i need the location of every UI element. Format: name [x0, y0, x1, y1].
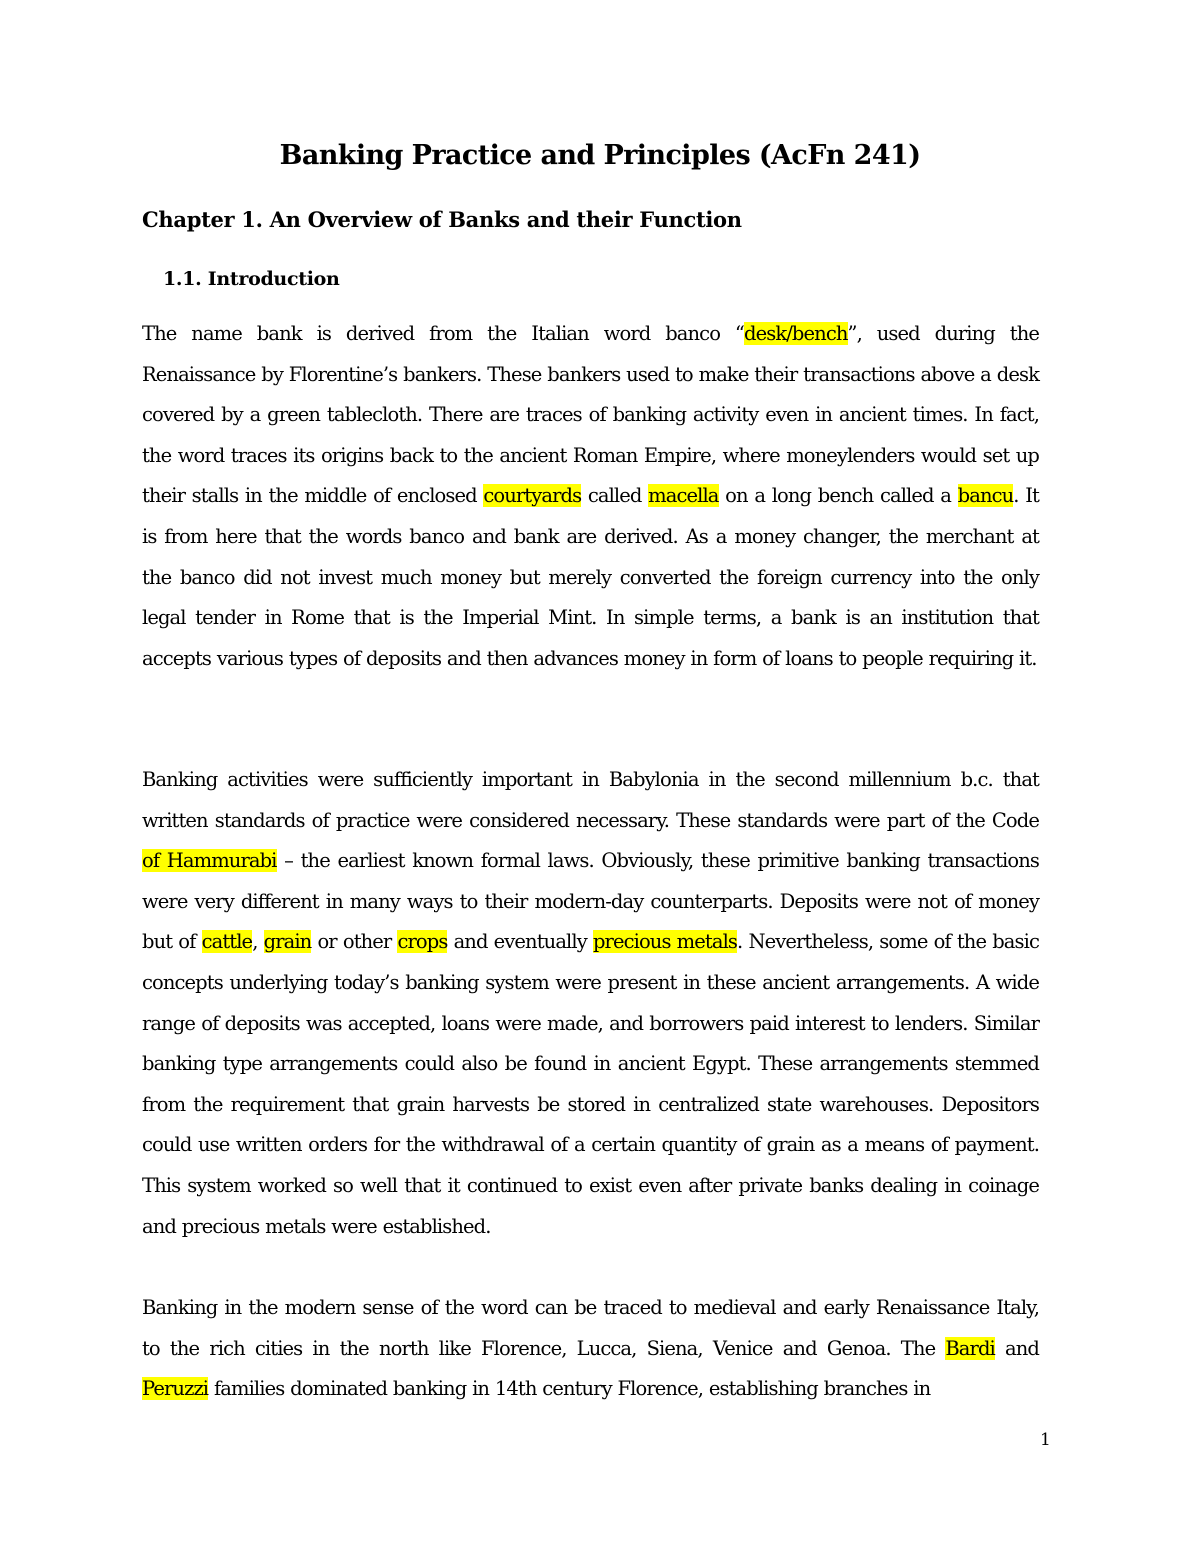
highlighted-term: courtyards — [483, 484, 582, 508]
paragraph-text: The name bank is derived from the Italian word banco “ — [142, 322, 745, 345]
highlighted-term: desk/bench — [744, 322, 848, 345]
body-paragraph — [142, 760, 1039, 1247]
paragraph-text: . It is from here that the words banco and bank are derived. As a money changer, the merchant at the banco did not invest much money but merely converted the foreign currency into the only legal tender in Rome that is the Imperial Mint. In simple terms, a bank is an institution that accepts various types of deposits and then advances money in form of loans to people requiring it. — [142, 484, 1039, 670]
paragraph-text: , — [252, 930, 264, 954]
highlighted-term: of Hammurabi — [142, 849, 277, 873]
body-paragraph — [142, 314, 1039, 679]
paragraph-text: – the earliest known formal laws. Obviously, these primitive banking transactions were very different in many ways to their modern-day counterparts. Deposits were not of money but of — [142, 849, 1039, 954]
paragraph-text: or other — [311, 930, 398, 954]
paragraph-text: ”, used during the Renaissance by Florentine’s bankers. These bankers used to make their transactions above a desk covered by a green tablecloth. There are traces of banking activity even in ancient times. In fact, the word traces its origins back to the ancient Roman Empire, where moneylenders would set up their stalls in the middle of enclosed — [142, 322, 1039, 508]
document-title: Banking Practice and Principles (AcFn 241) — [279, 140, 921, 171]
paragraph-text: Banking activities were sufficiently important in Babylonia in the second millennium b.c. that written standards of practice were considered necessary. These standards were part of the Code — [142, 768, 1039, 832]
paragraph-text: called — [581, 484, 649, 508]
highlighted-term: Peruzzi — [142, 1377, 209, 1401]
paragraph-text: and — [994, 1336, 1039, 1360]
page-number: 1 — [1040, 1430, 1051, 1450]
chapter-heading: Chapter 1. An Overview of Banks and their Function — [142, 207, 742, 232]
highlighted-term: grain — [263, 930, 312, 954]
highlighted-term: precious metals — [592, 930, 738, 954]
highlighted-term: macella — [648, 484, 719, 508]
highlighted-term: Bardi — [945, 1336, 995, 1360]
highlighted-term: bancu — [957, 484, 1014, 508]
paragraph-text: families dominated banking in 14th century Florence, establishing branches in — [208, 1377, 931, 1401]
section-heading: 1.1. Introduction — [163, 268, 340, 290]
paragraph-text: on a long bench called a — [718, 484, 958, 508]
paragraph-text: . Nevertheless, some of the basic concepts underlying today’s banking system were present in these ancient arrangements. A wide range of deposits was accepted, loans were made, and borrowers paid interest to lenders. Similar banking type arrangements could also be found in ancient Egypt. These arrangements stemmed from the requirement that grain harvests be stored in centralized state warehouses. Depositors could use written orders for the withdrawal of a certain quantity of grain as a means of payment. This system worked so well that it continued to exist even after private banks dealing in coinage and precious metals were established. — [142, 930, 1039, 1238]
highlighted-term: cattle — [201, 930, 253, 954]
paragraph-text: and eventually — [447, 930, 593, 954]
paragraph-text: Banking in the modern sense of the word can be traced to medieval and early Renaissance Italy, to the rich cities in the north like Florence, Lucca, Siena, Venice and Genoa. The — [142, 1296, 1039, 1360]
highlighted-term: crops — [397, 930, 448, 954]
body-paragraph — [142, 1288, 1039, 1410]
